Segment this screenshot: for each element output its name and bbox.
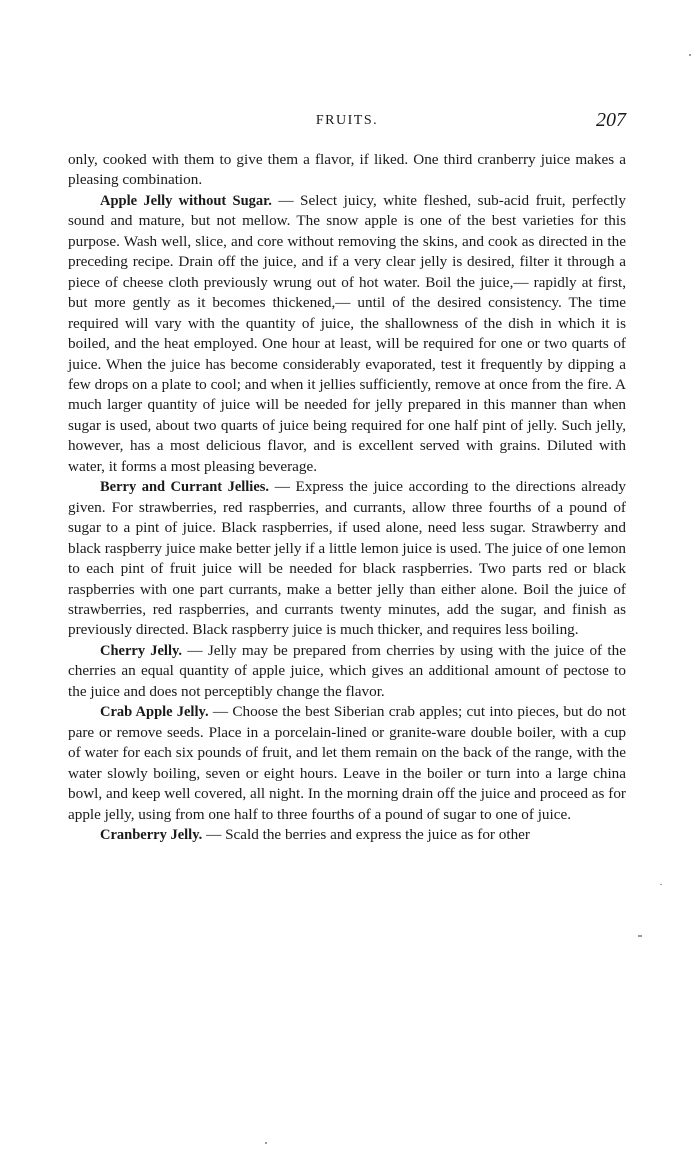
paragraph-text: — Jelly may be prepared from cherries by using with the juice of the cherries an equal quantity of apple juice, which gives an additional amount of pectose to the juice and does not perceptibly change the flavor.	[68, 641, 626, 700]
page-header	[68, 109, 626, 133]
scan-speck	[689, 54, 691, 56]
paragraph-apple-jelly-without-sugar	[68, 191, 626, 477]
recipe-heading: Cranberry Jelly.	[100, 826, 203, 843]
recipe-heading: Berry and Currant Jellies.	[100, 479, 270, 496]
page-number: 207	[596, 109, 626, 131]
recipe-heading: Crab Apple Jelly.	[100, 704, 209, 721]
paragraph-text: only, cooked with them to give them a flavor, if liked. One third cranberry juice makes a pleasing combination.	[68, 151, 626, 189]
paragraph-text: — Scald the berries and express the juice as for other	[202, 825, 530, 843]
paragraph-berry-and-currant-jellies	[68, 477, 626, 641]
paragraph-text: — Express the juice according to the directions already given. For strawberries, red raspberries, and currants, allow three fourths of a pound of sugar to a pint of juice. Black raspberries, if used alone, need less sugar. Strawberry and black raspberry juice make better jelly if a little lemon juice is used. The juice of one lemon to each pint of fruit juice will be needed for black raspberries. Two parts red or black raspberries with one part currants, make a better jelly than either alone. Boil the juice of strawberries, red raspberries, and currants twenty minutes, add the sugar, and finish as previously directed. Black raspberry juice is much thicker, and requires less boiling.	[68, 478, 626, 639]
recipe-heading: Apple Jelly without Sugar.	[100, 192, 272, 209]
scan-speck	[265, 1142, 267, 1144]
paragraph-text: — Select juicy, white fleshed, sub-acid fruit, perfectly sound and mature, but not mellow. The snow apple is one of the best varieties for this purpose. Wash well, slice, and core without removing the skins, and cook as directed in the preceding recipe. Drain off the juice, and if a very clear jelly is desired, filter it through a piece of cheese cloth previously wrung out of hot water. Boil the juice,— rapidly at first, but more gently as it becomes thickened,— until of the desired consistency. The time required will vary with the quantity of juice, the shallowness of the dish in which it is boiled, and the heat employed. One hour at least, will be required for one or two quarts of juice. When the juice has become considerably evaporated, test it frequently by dipping a few drops on a plate to cool; and when it jellies sufficiently, remove at once from the fire. A much larger quantity of juice will be needed for jelly prepared in this manner than when sugar is used, about two quarts of juice being required for one half pint of jelly. Such jelly, however, has a most delicious flavor, and is excellent served with grains. Diluted with water, it forms a most pleasing beverage.	[68, 191, 626, 475]
scan-speck	[638, 935, 642, 937]
paragraph-cranberry-jelly	[68, 825, 626, 845]
paragraph-cherry-jelly	[68, 641, 626, 702]
recipe-heading: Cherry Jelly.	[100, 642, 183, 659]
paragraph-text: — Choose the best Siberian crab apples; cut into pieces, but do not pare or remove seeds. Place in a porcelain-lined or granite-ware double boiler, with a cup of water for each six pounds of fruit, and let them remain on the back of the range, with the water slowly boiling, seven or eight hours. Leave in the boiler or turn into a large china bowl, and keep well covered, all night. In the morning drain off the juice and proceed as for apple jelly, using from one half to three fourths of a pound of sugar to one of juice.	[68, 703, 626, 823]
running-head: FRUITS.	[315, 113, 379, 128]
paragraph-crab-apple-jelly	[68, 702, 626, 825]
paragraph-continuation	[68, 150, 626, 191]
scan-speck	[660, 884, 662, 885]
page-body	[68, 150, 626, 845]
